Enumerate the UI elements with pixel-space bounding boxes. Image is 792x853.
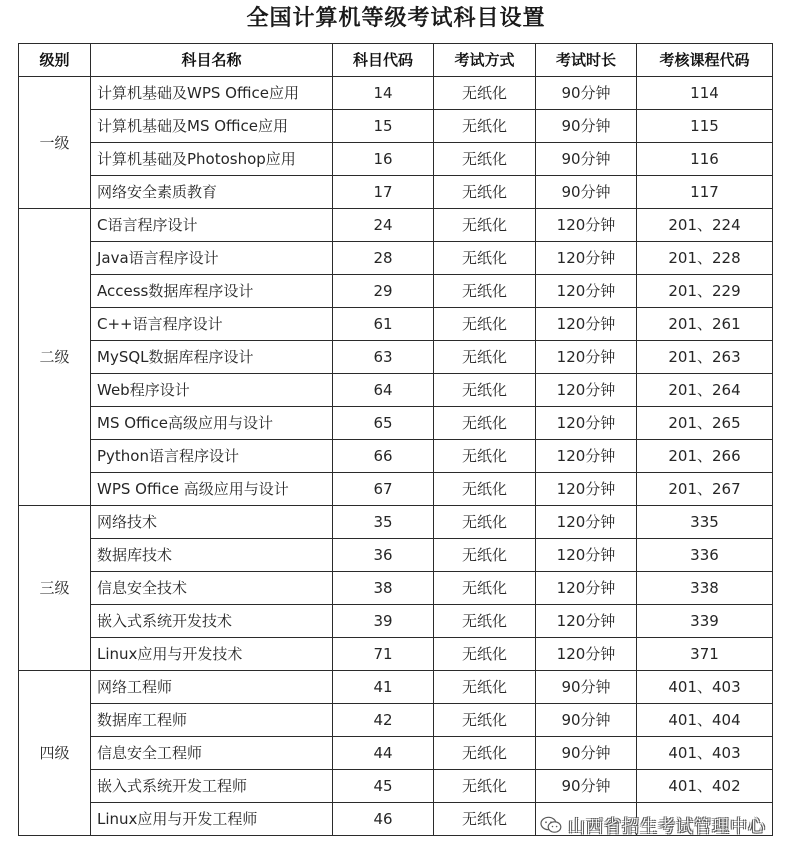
exam-mode-cell: 无纸化 (434, 341, 536, 374)
subject-code-cell: 28 (333, 242, 434, 275)
subject-name-cell: 计算机基础及Photoshop应用 (91, 143, 333, 176)
exam-duration-cell: 90分钟 (536, 143, 637, 176)
exam-mode-cell: 无纸化 (434, 803, 536, 836)
exam-duration-cell: 90分钟 (536, 77, 637, 110)
exam-duration-cell: 120分钟 (536, 440, 637, 473)
exam-duration-cell: 90分钟 (536, 176, 637, 209)
exam-duration-cell: 90分钟 (536, 737, 637, 770)
subject-code-cell: 38 (333, 572, 434, 605)
subject-name-cell: 信息安全技术 (91, 572, 333, 605)
exam-mode-cell: 无纸化 (434, 572, 536, 605)
subject-code-cell: 45 (333, 770, 434, 803)
subject-name-cell: 数据库工程师 (91, 704, 333, 737)
subject-code-cell: 14 (333, 77, 434, 110)
subjects-table (18, 43, 773, 836)
exam-mode-cell: 无纸化 (434, 143, 536, 176)
table-row (19, 605, 773, 638)
subject-name-cell: Python语言程序设计 (91, 440, 333, 473)
subject-code-cell: 16 (333, 143, 434, 176)
exam-duration-cell: 90分钟 (536, 671, 637, 704)
subject-code-cell: 61 (333, 308, 434, 341)
exam-duration-cell: 120分钟 (536, 638, 637, 671)
table-row (19, 176, 773, 209)
subject-code-cell: 17 (333, 176, 434, 209)
table-row (19, 110, 773, 143)
subject-code-cell: 71 (333, 638, 434, 671)
level-cell: 一级 (19, 77, 91, 209)
table-body (19, 77, 773, 836)
level-cell: 二级 (19, 209, 91, 506)
subject-name-cell: Linux应用与开发技术 (91, 638, 333, 671)
subject-name-cell: MS Office高级应用与设计 (91, 407, 333, 440)
course-code-cell: 335 (637, 506, 773, 539)
wechat-icon (540, 816, 562, 834)
exam-mode-cell: 无纸化 (434, 176, 536, 209)
subject-name-cell: 信息安全工程师 (91, 737, 333, 770)
course-code-cell: 201、229 (637, 275, 773, 308)
table-row (19, 308, 773, 341)
exam-mode-cell: 无纸化 (434, 275, 536, 308)
table-row (19, 506, 773, 539)
table-row (19, 770, 773, 803)
subject-code-cell: 35 (333, 506, 434, 539)
exam-duration-cell: 120分钟 (536, 242, 637, 275)
subject-name-cell: Web程序设计 (91, 374, 333, 407)
header-course-code: 考核课程代码 (637, 44, 773, 77)
subject-code-cell: 24 (333, 209, 434, 242)
subject-code-cell: 36 (333, 539, 434, 572)
subject-code-cell: 29 (333, 275, 434, 308)
header-subject-name: 科目名称 (91, 44, 333, 77)
subject-code-cell: 67 (333, 473, 434, 506)
table-row (19, 473, 773, 506)
subject-name-cell: 网络工程师 (91, 671, 333, 704)
course-code-cell: 371 (637, 638, 773, 671)
exam-duration-cell: 120分钟 (536, 473, 637, 506)
subject-name-cell: 嵌入式系统开发工程师 (91, 770, 333, 803)
exam-duration-cell: 120分钟 (536, 506, 637, 539)
header-exam-mode: 考试方式 (434, 44, 536, 77)
exam-duration-cell: 120分钟 (536, 308, 637, 341)
exam-duration-cell: 120分钟 (536, 539, 637, 572)
subject-code-cell: 66 (333, 440, 434, 473)
watermark-text: 山西省招生考试管理中心 (568, 817, 766, 837)
course-code-cell: 201、266 (637, 440, 773, 473)
table-row (19, 209, 773, 242)
course-code-cell: 201、264 (637, 374, 773, 407)
subject-name-cell: 计算机基础及MS Office应用 (91, 110, 333, 143)
course-code-cell: 401、403 (637, 671, 773, 704)
course-code-cell: 201、263 (637, 341, 773, 374)
header-level: 级别 (19, 44, 91, 77)
exam-mode-cell: 无纸化 (434, 671, 536, 704)
subject-name-cell: 网络技术 (91, 506, 333, 539)
subject-code-cell: 44 (333, 737, 434, 770)
exam-mode-cell: 无纸化 (434, 539, 536, 572)
table-row (19, 539, 773, 572)
subject-code-cell: 63 (333, 341, 434, 374)
exam-mode-cell: 无纸化 (434, 209, 536, 242)
exam-mode-cell: 无纸化 (434, 440, 536, 473)
exam-mode-cell: 无纸化 (434, 605, 536, 638)
subject-name-cell: 网络安全素质教育 (91, 176, 333, 209)
table-row (19, 638, 773, 671)
subject-name-cell: C++语言程序设计 (91, 308, 333, 341)
course-code-cell: 401、403 (637, 737, 773, 770)
exam-duration-cell: 120分钟 (536, 374, 637, 407)
course-code-cell: 201、228 (637, 242, 773, 275)
table-row (19, 242, 773, 275)
table-row (19, 440, 773, 473)
subject-name-cell: Java语言程序设计 (91, 242, 333, 275)
course-code-cell: 114 (637, 77, 773, 110)
course-code-cell: 336 (637, 539, 773, 572)
exam-mode-cell: 无纸化 (434, 110, 536, 143)
subject-code-cell: 39 (333, 605, 434, 638)
table-row (19, 275, 773, 308)
course-code-cell: 201、261 (637, 308, 773, 341)
subject-code-cell: 42 (333, 704, 434, 737)
exam-mode-cell: 无纸化 (434, 242, 536, 275)
table-row (19, 737, 773, 770)
level-cell: 三级 (19, 506, 91, 671)
exam-duration-cell: 120分钟 (536, 605, 637, 638)
course-code-cell: 201、224 (637, 209, 773, 242)
exam-mode-cell: 无纸化 (434, 374, 536, 407)
header-exam-duration: 考试时长 (536, 44, 637, 77)
page-title: 全国计算机等级考试科目设置 (246, 6, 546, 31)
exam-mode-cell: 无纸化 (434, 506, 536, 539)
course-code-cell: 115 (637, 110, 773, 143)
exam-mode-cell: 无纸化 (434, 77, 536, 110)
course-code-cell: 338 (637, 572, 773, 605)
table-row (19, 143, 773, 176)
subject-name-cell: WPS Office 高级应用与设计 (91, 473, 333, 506)
exam-mode-cell: 无纸化 (434, 770, 536, 803)
level-cell: 四级 (19, 671, 91, 836)
subject-name-cell: Access数据库程序设计 (91, 275, 333, 308)
exam-duration-cell: 120分钟 (536, 341, 637, 374)
table-row (19, 671, 773, 704)
table-row (19, 374, 773, 407)
exam-duration-cell: 120分钟 (536, 275, 637, 308)
subject-code-cell: 64 (333, 374, 434, 407)
subject-code-cell: 41 (333, 671, 434, 704)
exam-duration-cell: 90分钟 (536, 770, 637, 803)
watermark (540, 812, 766, 837)
table-row (19, 572, 773, 605)
exam-duration-cell: 120分钟 (536, 572, 637, 605)
subject-name-cell: 计算机基础及WPS Office应用 (91, 77, 333, 110)
exam-mode-cell: 无纸化 (434, 737, 536, 770)
table-row (19, 341, 773, 374)
course-code-cell: 116 (637, 143, 773, 176)
course-code-cell: 339 (637, 605, 773, 638)
exam-mode-cell: 无纸化 (434, 473, 536, 506)
subject-code-cell: 65 (333, 407, 434, 440)
course-code-cell: 401、402 (637, 770, 773, 803)
exam-mode-cell: 无纸化 (434, 407, 536, 440)
course-code-cell: 201、265 (637, 407, 773, 440)
exam-duration-cell: 120分钟 (536, 407, 637, 440)
table-row (19, 407, 773, 440)
exam-duration-cell: 120分钟 (536, 209, 637, 242)
exam-mode-cell: 无纸化 (434, 638, 536, 671)
subject-name-cell: 嵌入式系统开发技术 (91, 605, 333, 638)
course-code-cell: 117 (637, 176, 773, 209)
subject-name-cell: MySQL数据库程序设计 (91, 341, 333, 374)
subject-code-cell: 15 (333, 110, 434, 143)
subject-name-cell: 数据库技术 (91, 539, 333, 572)
subject-code-cell: 46 (333, 803, 434, 836)
table-row (19, 77, 773, 110)
exam-duration-cell: 90分钟 (536, 704, 637, 737)
exam-duration-cell: 90分钟 (536, 110, 637, 143)
header-subject-code: 科目代码 (333, 44, 434, 77)
subject-name-cell: Linux应用与开发工程师 (91, 803, 333, 836)
course-code-cell: 201、267 (637, 473, 773, 506)
subject-name-cell: C语言程序设计 (91, 209, 333, 242)
exam-mode-cell: 无纸化 (434, 308, 536, 341)
course-code-cell: 401、404 (637, 704, 773, 737)
table-row (19, 704, 773, 737)
table-header-row (19, 44, 773, 77)
exam-mode-cell: 无纸化 (434, 704, 536, 737)
